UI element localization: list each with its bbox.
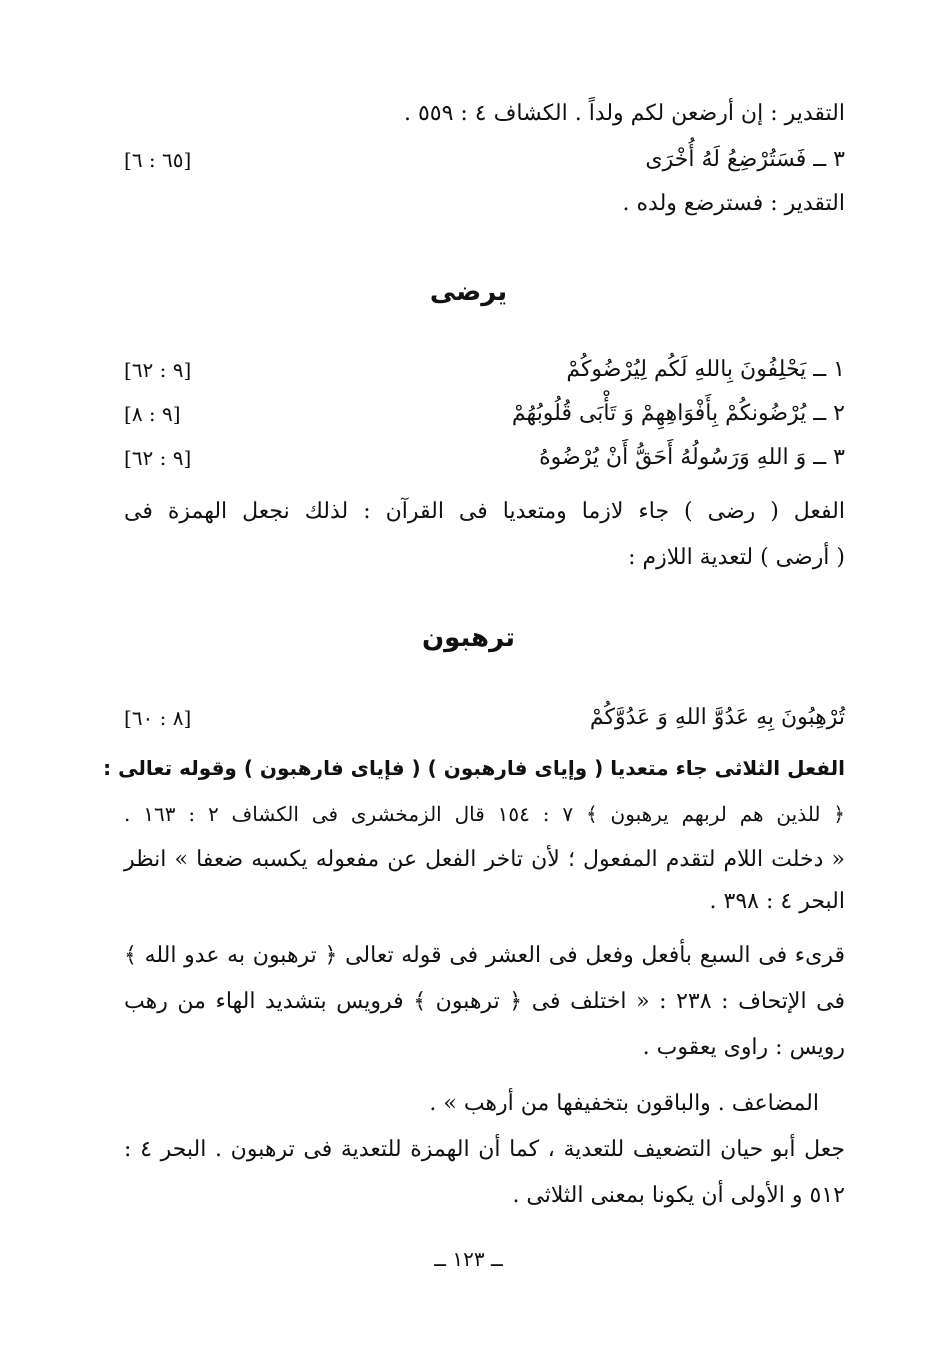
- paragraph-line: فى الإتحاف : ٢٣٨ : « اختلف فى ﴿ ترهبون ﴾ فرويس بتشديد الهاء من رهب: [124, 989, 845, 1014]
- verse-reference: [٩ : ٦٢]: [124, 446, 192, 470]
- paragraph-line: « دخلت اللام لتقدم المفعول ؛ لأن تاخر الفعل عن مفعوله يكسبه ضعفا » انظر: [124, 847, 845, 872]
- paragraph-line: قرىء فى السبع بأفعل وفعل فى العشر فى قوله تعالى ﴿ ترهبون به عدو الله ﴾: [124, 943, 845, 968]
- paragraph-line: ﴿ للذين هم لربهم يرهبون ﴾ ٧ : ١٥٤ قال الزمخشرى فى الكشاف ٢ : ١٦٣ .: [124, 802, 846, 826]
- paragraph-line: جعل أبو حيان التضعيف للتعدية ، كما أن الهمزة للتعدية فى ترهبون . البحر ٤ :: [124, 1137, 845, 1162]
- paragraph-line: البحر ٤ : ٣٩٨ .: [709, 889, 845, 914]
- estimate-line-1: التقدير : إن أرضعن لكم ولداً . الكشاف ٤ : ٥٥٩ .: [403, 101, 845, 126]
- section-heading: يرضى: [429, 277, 508, 307]
- verse-reference: [٦٥ : ٦]: [124, 148, 192, 172]
- paragraph-line: ٥١٢ و الأولى أن يكونا بمعنى الثلاثى .: [512, 1183, 845, 1208]
- paragraph-line: الفعل الثلاثى جاء متعديا ( وإياى فارهبون ) ( فإياى فارهبون ) وقوله تعالى :: [103, 756, 845, 780]
- verse-line: ٣ ــ فَسَتُرْضِعُ لَهُ أُخْرَى: [645, 147, 845, 172]
- verse-reference: [٨ : ٦٠]: [124, 706, 192, 730]
- section-heading: ترهبون: [421, 623, 516, 653]
- page-number: ــ ١٢٣ ــ: [434, 1247, 503, 1271]
- verse-line: تُرْهِبُونَ بِهِ عَدُوَّ اللهِ وَ عَدُوَّكُمْ: [589, 705, 845, 730]
- verse-line: ١ ــ يَحْلِفُونَ بِاللهِ لَكُم لِيُرْضُوكُمْ: [566, 357, 845, 382]
- verse-line: ٢ ــ يُرْضُونكُمْ بِأَفْوَاهِهِمْ وَ تَأْبَى قُلُوبُهُمْ: [511, 401, 845, 426]
- paragraph-line: رويس : راوى يعقوب .: [642, 1035, 845, 1060]
- verse-reference: [٩ : ٨]: [124, 402, 181, 426]
- note-line: الفعل ( رضى ) جاء لازما ومتعديا فى القرآن : لذلك نجعل الهمزة فى: [124, 499, 845, 524]
- note-line: ( أرضى ) لتعدية اللازم :: [628, 545, 845, 570]
- verse-line: ٣ ــ وَ اللهِ وَرَسُولُهُ أَحَقُّ أَنْ يُرْضُوهُ: [539, 445, 845, 470]
- estimate-line-2: التقدير : فسترضع ولده .: [622, 191, 845, 216]
- verse-reference: [٩ : ٦٢]: [124, 358, 192, 382]
- paragraph-line: المضاعف . والباقون بتخفيفها من أرهب » .: [429, 1091, 819, 1116]
